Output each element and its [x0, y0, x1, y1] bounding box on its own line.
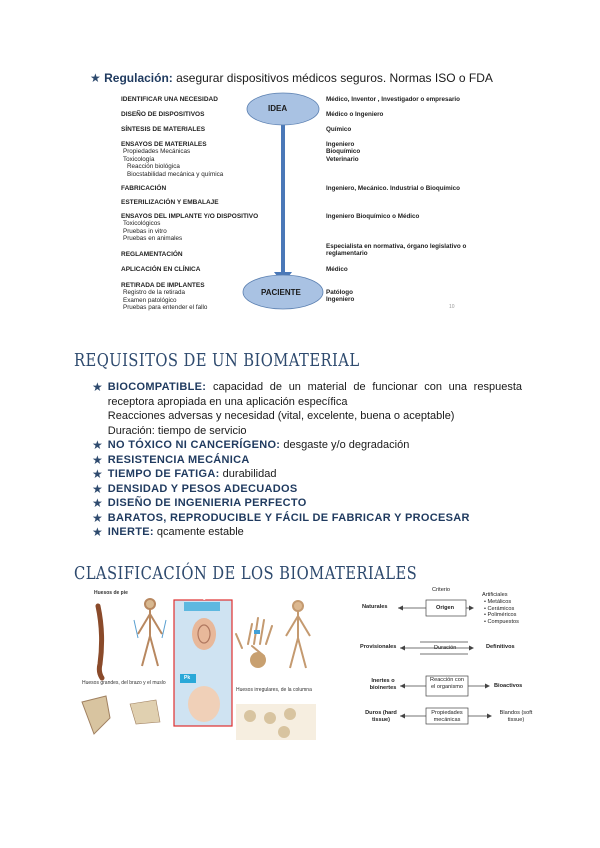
list-item [92, 496, 522, 511]
diag-mid-reaccion: Reacción con el organismo [430, 677, 464, 690]
flow-step-10-line: Pruebas para entender el fallo [123, 304, 208, 312]
list-item: • Poliméricos [484, 612, 517, 618]
flow-step-9: APLICACIÓN EN CLÍNICA [121, 266, 201, 273]
diag-right-blandos: Blandos (soft tissue) [499, 710, 533, 723]
flow-step-6: ESTERILIZACIÓN Y EMBALAJE [121, 199, 219, 206]
flow-step-10: RETIRADA DE IMPLANTES [121, 282, 205, 289]
req-sub: Duración: tiempo de servicio [107, 424, 247, 437]
cartilage-label: Cartílago [187, 595, 209, 601]
star-bullet-icon: ★ [92, 438, 103, 452]
req-text: durabilidad [219, 468, 277, 480]
star-bullet-icon: ★ [90, 71, 101, 85]
flow-step-4: ENSAYOS DE MATERIALES [121, 141, 207, 148]
req-text: capacidad de un material de funcionar con una respuesta receptora apropiada en una aplicación específica [107, 381, 522, 408]
req-key: BIOCOMPATIBLE: [107, 381, 207, 393]
list-item [92, 453, 522, 468]
flow-step-4-line: Toxicología [123, 155, 155, 163]
regulacion-label: Regulación: [104, 71, 173, 85]
flow-arrow-shaft [281, 122, 285, 277]
pk-label: Pk [184, 675, 191, 681]
flow-role: Ingeniero Bioquímico o Médico [326, 213, 420, 220]
req-key: INERTE: [107, 526, 154, 538]
req-key: BARATOS, REPRODUCIBLE Y FÁCIL DE FABRICAR Y PROCESAR [107, 511, 470, 524]
list-item: • Compuestos [484, 618, 519, 625]
req-key: TIEMPO DE FATIGA: [107, 468, 220, 480]
diag-right-bioactivos: Bioactivos [494, 683, 523, 689]
flow-step-8: REGLAMENTACIÓN [121, 251, 183, 258]
diag-mid-origen: Origen [436, 605, 455, 611]
fig-caption-right: Huesos irregulares, de la columna [236, 687, 312, 693]
req-key: NO TÓXICO NI CANCERÍGENO: [107, 439, 281, 451]
list-item [92, 482, 522, 497]
req-sub: Reacciones adversas y necesidad (vital, excelente, buena o aceptable) [107, 410, 455, 422]
anatomy-illustration [76, 594, 322, 746]
classification-diagram [360, 586, 540, 736]
diag-left-inertes: Inertes o bioinertes [369, 678, 397, 691]
fig-label-top: Huesos de pie [94, 590, 128, 596]
req-text: qcamente estable [153, 526, 244, 538]
flow-role: Químico [326, 126, 352, 133]
star-bullet-icon: ★ [92, 380, 103, 394]
flow-step-4-line: Reacción biológica [127, 163, 180, 171]
flow-role: Médico o Ingeniero [326, 111, 384, 118]
diag-left-provisionales: Provisionales [360, 644, 397, 650]
diag-right-definitivos: Definitivos [486, 644, 515, 650]
list-item [92, 467, 522, 482]
flow-role: Médico [326, 266, 348, 273]
flow-role: Ingeniero, Mecánico. Industrial o Bioquímico [326, 185, 460, 192]
req-key: DENSIDAD Y PESOS ADECUADOS [107, 482, 298, 495]
section-title-clasificacion: CLASIFICACIÓN DE LOS BIOMATERIALES [74, 563, 418, 584]
flow-step-3: SÍNTESIS DE MATERIALES [121, 126, 206, 133]
flow-step-1: IDENTIFICAR UNA NECESIDAD [121, 96, 218, 103]
req-key: RESISTENCIA MECÁNICA [107, 453, 250, 466]
star-bullet-icon: ★ [92, 481, 103, 496]
flow-step-10-line: Registro de la retirada [123, 289, 185, 297]
diag-mid-duracion: Duración [434, 645, 457, 651]
flow-step-7-line: Pruebas in vitro [123, 227, 167, 235]
req-key: DISEÑO DE INGENIERIA PERFECTO [107, 497, 307, 509]
diag-left-naturales: Naturales [362, 604, 388, 610]
flow-step-10-line: Examen patológico [123, 296, 177, 304]
flow-page-number: 10 [449, 304, 455, 310]
diag-mid-propiedades: Propiedades mecánicas [431, 710, 463, 723]
req-text: desgaste y/o degradación [280, 439, 410, 451]
list-item [92, 511, 522, 526]
requisitos-list [92, 380, 522, 540]
artificiales-list [484, 599, 519, 625]
star-bullet-icon: ★ [92, 452, 103, 467]
flow-role: Patólogo Ingeniero [326, 289, 355, 304]
flowchart-right-column [326, 96, 476, 304]
diag-left-duros: Duros (hard tissue) [365, 710, 397, 723]
regulacion-text: asegurar dispositivos médicos seguros. Normas ISO o FDA [172, 71, 493, 85]
paciente-label: PACIENTE [261, 288, 301, 297]
flow-step-7: ENSAYOS DEL IMPLANTE Y/O DISPOSITIVO [121, 213, 259, 220]
idea-label: IDEA [268, 104, 288, 113]
star-bullet-icon: ★ [92, 496, 103, 510]
flow-role: Médico, Inventor , Investigador o empresario [326, 96, 461, 103]
flow-step-2: DISEÑO DE DISPOSITIVOS [121, 111, 205, 118]
section-title-requisitos: REQUISITOS DE UN BIOMATERIAL [74, 350, 360, 371]
star-bullet-icon: ★ [92, 467, 103, 481]
criterio-label: Criterio [432, 587, 451, 593]
flow-step-7-line: Pruebas en animales [123, 235, 183, 243]
star-bullet-icon: ★ [92, 510, 103, 525]
list-item: • Cerámicos [484, 605, 515, 612]
list-item: • Metálicos [484, 599, 512, 605]
list-item [92, 525, 522, 540]
star-bullet-icon: ★ [92, 525, 103, 539]
flow-role: Ingeniero Bioquímico Veterinario [326, 141, 361, 163]
diag-right-artificiales: Artificiales [482, 592, 508, 598]
flow-role: Especialista en normativa, órgano legislativo o reglamentario [326, 243, 467, 258]
flow-step-4-line: Propiedades Mecánicas [123, 148, 191, 156]
flowchart-arrow-graphic [240, 92, 330, 312]
flow-step-4-line: Biocstabilidad mecánica y química [127, 170, 224, 178]
flow-step-7-line: Toxicológicos [123, 220, 161, 228]
list-item [92, 380, 522, 438]
regulacion-line [90, 71, 493, 85]
anatomy-figure [76, 590, 322, 745]
flow-step-5: FABRICACIÓN [121, 185, 167, 192]
fig-caption-left: Huesos grandes, del brazo y el muslo [82, 680, 166, 686]
list-item [92, 438, 522, 453]
